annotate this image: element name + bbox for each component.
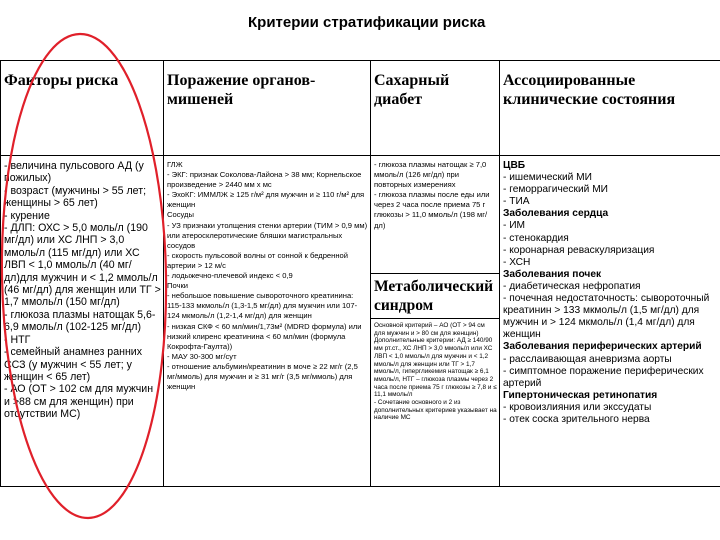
target-organ-item: - УЗ признаки утолщения стенки артерии (ТИМ > 0,9 мм) или атеросклеротические бляшки магистральных сосудов [167,220,368,250]
diabetes-item: - глюкоза плазмы натощак ≥ 7,0 ммоль/л (126 мг/дл) при повторных измерениях [374,160,487,190]
target-organ-item: - МАУ 30-300 мг/сут [167,351,237,361]
associated-item: Гипертоническая ретинопатия [503,389,658,401]
target-organ-item: Сосуды [167,210,194,220]
risk-factor-item: - АО (ОТ > 102 см для мужчин и >88 см для женщин) при отсутствии МС) [4,383,154,421]
associated-item: Заболевания почек [503,268,602,280]
risk-criteria-table [0,60,720,487]
associated-item: - отек соска зрительного нерва [503,413,650,425]
metabolic-item: - Сочетание основного и 2 из дополнительных критериев указывает на наличие МС [374,399,497,422]
associated-cell [500,156,720,487]
metabolic-header: Метаболический синдром [371,274,499,319]
target-organ-item: - небольшое повышение сывороточного креатинина: 115-133 мкмоль/л (1,3-1,5 мг/дл) для мужчин или 107-124 мкмоль/л (1,2-1,4 мг/дл) для женщин [167,291,358,321]
risk-factor-item: - семейный анамнез ранних ССЗ (у мужчин < 55 лет; у женщин < 65 лет) [4,346,143,383]
target-organ-item: - лодыжечно-плечевой индекс < 0,9 [167,271,293,281]
metabolic-item: Основной критерий – АО (ОТ > 94 см для мужчин и > 80 см для женщин) [374,322,485,337]
associated-list [503,156,718,426]
associated-item: Заболевания периферических артерий [503,341,702,353]
header-cell-risk-factors: Факторы риска [1,61,164,156]
risk-factor-item: - возраст (мужчины > 55 лет; женщины > 65 лет) [4,184,147,210]
associated-item: - диабетическая нефропатия [503,280,641,292]
body-row [1,156,720,487]
target-organ-item: - ЭхоКГ: ИММЛЖ ≥ 125 г/м² для мужчин и ≥ 110 г/м² для женщин [167,190,365,210]
risk-factor-item: - НТГ [4,333,31,346]
header-row [1,61,720,156]
associated-item: - симптомное поражение периферических артерий [503,365,704,389]
target-organs-list [167,156,368,392]
header-cell-target-organs: Поражение органов-мишеней [164,61,371,156]
target-organs-cell [164,156,371,487]
risk-factor-item: - глюкоза плазмы натощак 5,6-6,9 ммоль/л (102-125 мг/дл) [4,308,156,334]
diabetes-cell [371,156,500,487]
associated-item: - ишемический МИ [503,172,592,184]
target-organ-item: - ЭКГ: признак Соколова-Лайона > 38 мм; Корнельское произведение > 2440 мм х мс [167,170,362,190]
page-title: Критерии стратификации риска [248,14,486,31]
associated-item: ЦВБ [503,160,526,171]
target-organ-item: - отношение альбумин/креатинин в моче ≥ 22 мг/г (2,5 мг/ммоль) для мужчин и ≥ 31 мг/г (3,5 мг/ммоль) для женщин [167,361,358,392]
target-organ-item: - низкая СКФ < 60 мл/мин/1,73м² (MDRD формула) или низкий клиренс креатинина < 60 мл/мин (формула Кокрофта-Гаулта)) [167,321,362,351]
associated-item: - кровоизлияния или экссудаты [503,401,652,413]
risk-factors-list [4,156,161,421]
diabetes-list [374,160,497,231]
metabolic-list [374,322,497,422]
diabetes-item: - глюкоза плазмы после еды или через 2 часа после приема 75 г глюкозы > 11,0 ммоль/л (198 мг/дл) [374,190,490,230]
associated-item: Заболевания сердца [503,208,609,220]
risk-factor-item: - величина пульсового АД (у пожилых) [4,160,144,185]
risk-factor-item: - ДЛП: ОХС > 5,0 моль/л (190 мг/дл) или ХС ЛНП > 3,0 ммоль/л (115 мг/дл) или ХС ЛВП < 1,0 ммоль/л (40 мг/дл)для мужчин и < 1,2 ммоль/л (46 мг/дл) для женщин или ТГ > 1,7 ммоль/л (150 мг/дл) [4,222,161,309]
target-organ-item: - скорость пульсовой волны от сонной к бедренной артерии > 12 м/с [167,250,349,270]
target-organ-item: Почки [167,281,189,291]
associated-item: - геморрагический МИ [503,184,608,196]
associated-item: - ТИА [503,196,530,208]
associated-item: - расслаивающая аневризма аорты [503,353,672,365]
metabolic-item: Дополнительные критерии: АД ≥ 140/90 мм рт.ст., ХС ЛНП > 3,0 ммоль/л или ХС ЛВП < 1,0 ммоль/л для мужчин и < 1,2 ммоль/л для женщин или ТГ > 1,7 ммоль/л, гипергликемия натощак ≥ 6,1 ммоль/л, НТГ – глюкоза плазмы через 2 часа после приема 75 г глюкозы ≥ 7,8 и ≤ 11,1 ммоль/л [374,337,497,399]
header-cell-associated: Ассоциированные клинические состояния [500,61,720,156]
associated-item: - коронарная реваскуляризация [503,244,655,256]
associated-item: - ХСН [503,256,531,268]
risk-factor-item: - курение [4,209,50,222]
associated-item: - почечная недостаточность: сывороточный креатинин > 133 мкмоль/л (1,5 мг/дл) для мужчин и > 124 мкмоль/л (1,4 мг/дл) для женщин [503,293,710,341]
associated-item: - ИМ [503,220,526,232]
target-organ-item: ГЛЖ [167,160,183,169]
associated-item: - стенокардия [503,232,569,244]
header-cell-diabetes: Сахарный диабет [371,61,500,156]
risk-factors-cell [1,156,164,487]
